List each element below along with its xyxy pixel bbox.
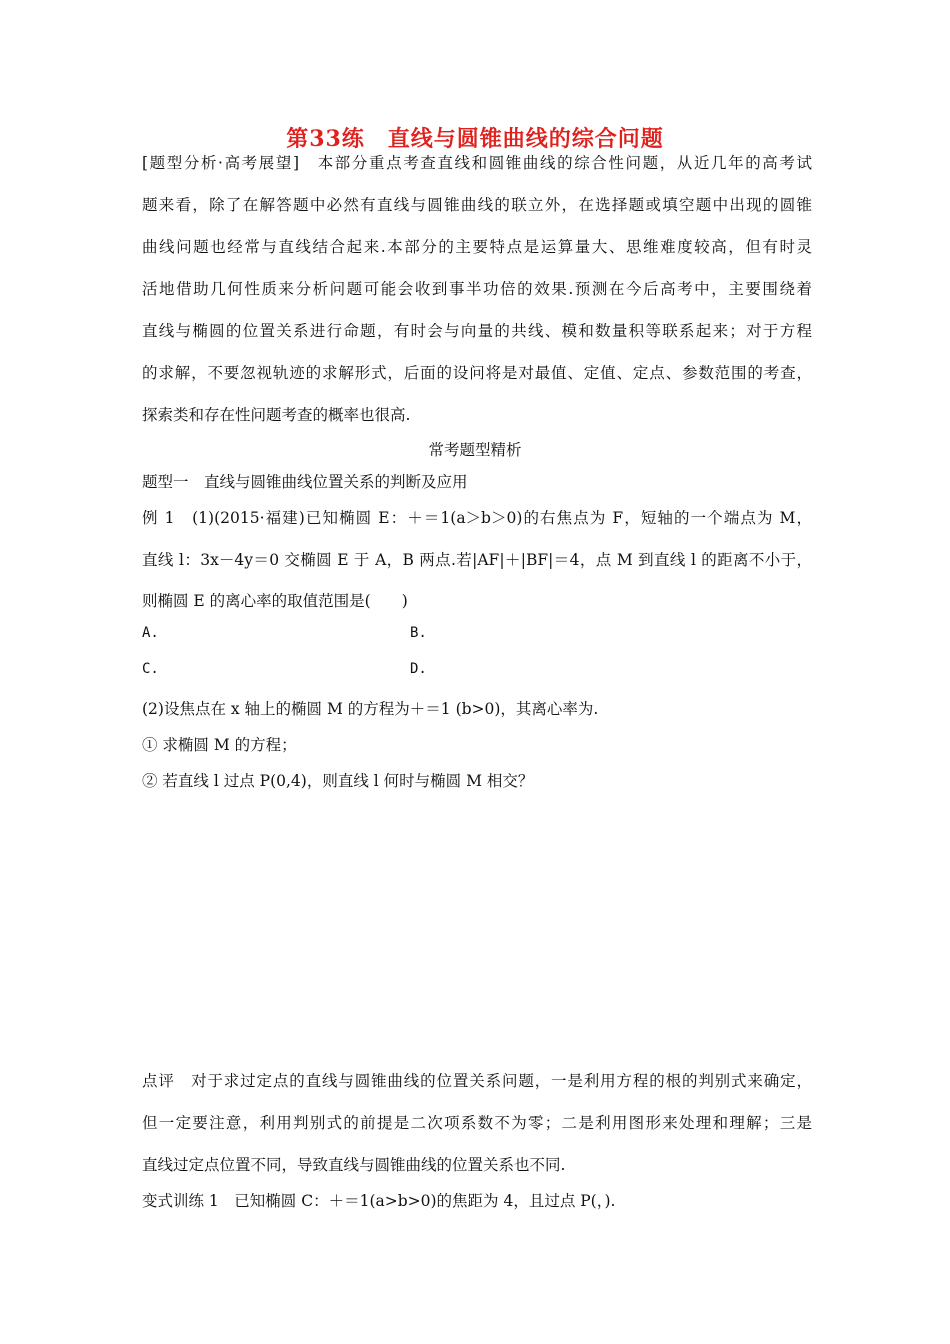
example-line: 则椭圆 E 的离心率的取值范围是( )	[142, 592, 408, 610]
comment-line: 但一定要注意，利用判别式的前提是二次项系数不为零；二是利用图形来处理和理解；三是	[142, 1114, 812, 1132]
example-line: 例 1 (1)(2015·福建)已知椭圆 E：＋＝1(a＞b＞0)的右焦点为 F，短轴的一个端点为 M，	[142, 509, 812, 527]
part2-line: ② 若直线 l 过点 P(0,4)，则直线 l 何时与椭圆 M 相交？	[142, 772, 534, 790]
comment-line: 直线过定点位置不同，导致直线与圆锥曲线的位置关系也不同.	[142, 1156, 566, 1174]
intro-line: 活地借助几何性质来分析问题可能会收到事半功倍的效果.预测在今后高考中，主要围绕着	[142, 280, 812, 298]
intro-line: 题来看，除了在解答题中必然有直线与圆锥曲线的联立外，在选择题或填空题中出现的圆锥	[142, 196, 812, 214]
choice-c: C.	[142, 661, 159, 677]
part2-line: (2)设焦点在 x 轴上的椭圆 M 的方程为＋＝1 (b>0)，其离心率为.	[142, 700, 599, 718]
intro-line: 直线与椭圆的位置关系进行命题，有时会与向量的共线、模和数量积等联系起来；对于方程	[142, 322, 812, 340]
comment-line: 点评 对于求过定点的直线与圆锥曲线的位置关系问题，一是利用方程的根的判别式来确定，	[142, 1072, 812, 1090]
choice-d: D.	[410, 661, 427, 677]
intro-line: 曲线问题也经常与直线结合起来.本部分的主要特点是运算量大、思维难度较高，但有时灵	[142, 238, 812, 256]
part2-line: ① 求椭圆 M 的方程；	[142, 736, 297, 754]
example-line: 直线 l：3x－4y＝0 交椭圆 E 于 A，B 两点.若|AF|＋|BF|＝4，点 M 到直线 l 的距离不小于，	[142, 551, 812, 569]
page-title: 第33练 直线与圆锥曲线的综合问题	[286, 126, 664, 152]
choice-b: B.	[410, 625, 427, 641]
choice-a: A.	[142, 625, 159, 641]
section-heading: 常考题型精析	[428, 441, 522, 459]
intro-line: [题型分析·高考展望] 本部分重点考查直线和圆锥曲线的综合性问题，从近几年的高考试	[142, 154, 812, 172]
intro-line: 的求解，不要忽视轨迹的求解形式，后面的设问将是对最值、定值、定点、参数范围的考查，	[142, 364, 812, 382]
type-heading: 题型一 直线与圆锥曲线位置关系的判断及应用	[142, 473, 468, 491]
intro-line: 探索类和存在性问题考查的概率也很高.	[142, 406, 411, 424]
variant-line: 变式训练 1 已知椭圆 C：＋＝1(a>b>0)的焦距为 4，且过点 P(，).	[142, 1192, 616, 1210]
